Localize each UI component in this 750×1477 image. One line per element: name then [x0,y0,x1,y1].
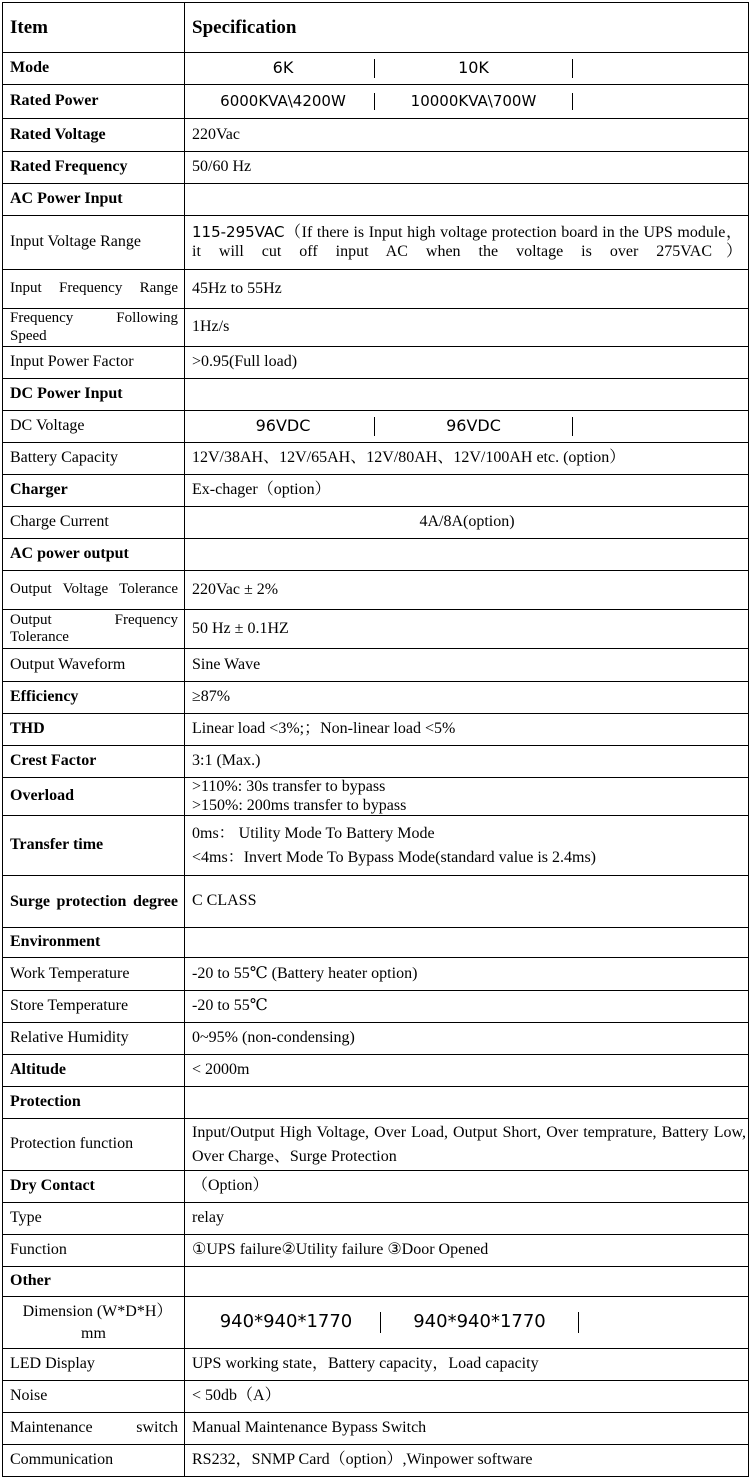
header-spec: Specification [185,3,749,53]
table-row [3,216,749,270]
rated-power-6k: 6000KVA\4200W [192,93,375,110]
row-label: Rated Frequency [3,152,185,184]
row-label: Dimension (W*D*H）mm [3,1297,185,1349]
table-row [3,1297,749,1349]
row-value: Ex-chager（option） [185,475,749,507]
row-value-split [185,411,749,443]
row-label: Battery Capacity [3,443,185,475]
table-row [3,610,749,649]
rated-power-10k: 10000KVA\700W [375,93,573,110]
table-row [3,1413,749,1445]
row-value: -20 to 55℃ (Battery heater option) [185,958,749,991]
dimension-6k: 940*940*1770 [192,1312,381,1333]
section-row [3,184,749,216]
row-value: < 2000m [185,1055,749,1087]
transfer-line-2: <4ms：Invert Mode To Bypass Mode(standard value is 2.4ms) [192,848,597,866]
mode-6k: 6K [192,59,375,77]
table-row [3,507,749,539]
row-value: 45Hz to 55Hz [185,270,749,309]
table-row [3,152,749,184]
row-label: Function [3,1235,185,1267]
table-row [3,1203,749,1235]
row-label: Rated Power [3,85,185,119]
row-value: 12V/38AH、12V/65AH、12V/80AH、12V/100AH etc. (option） [185,443,749,475]
table-row [3,958,749,991]
transfer-line-1: 0ms： Utility Mode To Battery Mode [192,825,435,843]
table-row [3,816,749,876]
row-value: ≥87% [185,682,749,714]
row-value: 3:1 (Max.) [185,746,749,778]
table-row [3,119,749,152]
spec-table [2,2,749,1477]
row-value: UPS working state，Battery capacity，Load capacity [185,1349,749,1381]
table-row [3,571,749,610]
table-row [3,682,749,714]
row-value: Manual Maintenance Bypass Switch [185,1413,749,1445]
table-row [3,85,749,119]
row-value: Linear load <3%;；Non-linear load <5% [185,714,749,746]
row-label: Relative Humidity [3,1023,185,1055]
row-label: Input Power Factor [3,347,185,379]
table-row [3,309,749,347]
row-label: Efficiency [3,682,185,714]
header-item: Item [3,3,185,53]
row-label: Input Frequency Range [3,270,185,309]
table-row [3,443,749,475]
row-label: LED Display [3,1349,185,1381]
row-label: Overload [3,778,185,816]
row-label: Type [3,1203,185,1235]
row-value: 0~95% (non-condensing) [185,1023,749,1055]
row-value: C CLASS [185,876,749,928]
empty-cell [185,184,749,216]
row-value: 50 Hz ± 0.1HZ [185,610,749,649]
section-row [3,928,749,958]
empty-cell [185,1267,749,1297]
table-row [3,778,749,816]
voltage-note: （If there is Input high voltage protection board in the UPS module，it will cut off input AC when the voltage is over 275VAC） [192,224,742,260]
row-label: Transfer time [3,816,185,876]
section-row [3,379,749,411]
row-label: Crest Factor [3,746,185,778]
row-value: >0.95(Full load) [185,347,749,379]
row-label: Communication [3,1445,185,1477]
row-label: Altitude [3,1055,185,1087]
row-value: < 50db（A） [185,1381,749,1413]
row-value-split [185,53,749,85]
section-label: Environment [3,928,185,958]
dc-voltage-6k: 96VDC [192,417,375,435]
row-value [185,816,749,876]
section-label: Other [3,1267,185,1297]
table-row [3,746,749,778]
dc-voltage-10k: 96VDC [375,417,573,435]
overload-line-1: >110%: 30s transfer to bypass [192,778,386,796]
row-label: Store Temperature [3,991,185,1023]
table-row [3,649,749,682]
table-row [3,1171,749,1203]
table-row [3,1055,749,1087]
empty-cell [185,379,749,411]
row-label: Output Voltage Tolerance [3,571,185,610]
row-value: Sine Wave [185,649,749,682]
row-label: Mode [3,53,185,85]
row-value: -20 to 55℃ [185,991,749,1023]
row-label: Output Frequency Tolerance [3,610,185,649]
row-value: Input/Output High Voltage, Over Load, Output Short, Over temprature, Battery Low, Over Charge、Surge Protection [185,1119,749,1171]
row-label: Noise [3,1381,185,1413]
overload-line-2: >150%: 200ms transfer to bypass [192,796,407,814]
table-header-row [3,3,749,53]
section-row [3,1267,749,1297]
table-row [3,1235,749,1267]
empty-cell [185,928,749,958]
table-row [3,347,749,379]
section-row [3,1087,749,1119]
table-row [3,991,749,1023]
table-row [3,53,749,85]
row-label: Maintenance switch [3,1413,185,1445]
row-label: THD [3,714,185,746]
row-value: （Option） [185,1171,749,1203]
row-value-split [185,1297,749,1349]
row-label: DC Voltage [3,411,185,443]
table-row [3,1119,749,1171]
row-label: Output Waveform [3,649,185,682]
row-value: 220Vac [185,119,749,152]
dimension-10k: 940*940*1770 [381,1312,579,1333]
table-row [3,270,749,309]
table-row [3,411,749,443]
empty-cell [185,539,749,571]
row-value [185,778,749,816]
row-value: relay [185,1203,749,1235]
row-value [185,216,749,270]
row-label: Input Voltage Range [3,216,185,270]
table-row [3,1445,749,1477]
row-label: Surge protection degree [3,876,185,928]
row-label: Charge Current [3,507,185,539]
table-row [3,475,749,507]
row-value: 1Hz/s [185,309,749,347]
section-label: AC Power Input [3,184,185,216]
table-row [3,1023,749,1055]
row-label: Charger [3,475,185,507]
table-row [3,1381,749,1413]
row-label: Protection function [3,1119,185,1171]
row-value: 4A/8A(option) [185,507,749,539]
row-value: 50/60 Hz [185,152,749,184]
voltage-range: 115-295VAC [192,223,285,242]
section-label: Protection [3,1087,185,1119]
table-row [3,714,749,746]
empty-cell [185,1087,749,1119]
section-row [3,539,749,571]
row-label: Rated Voltage [3,119,185,152]
table-row [3,876,749,928]
row-value: 220Vac ± 2% [185,571,749,610]
row-value: RS232，SNMP Card（option）,Winpower software [185,1445,749,1477]
row-label: Work Temperature [3,958,185,991]
table-row [3,1349,749,1381]
section-label: AC power output [3,539,185,571]
row-value: ①UPS failure②Utility failure ③Door Opened [185,1235,749,1267]
mode-10k: 10K [375,59,573,77]
row-label: Dry Contact [3,1171,185,1203]
row-label: Frequency Following Speed [3,309,185,347]
row-value-split [185,85,749,119]
section-label: DC Power Input [3,379,185,411]
